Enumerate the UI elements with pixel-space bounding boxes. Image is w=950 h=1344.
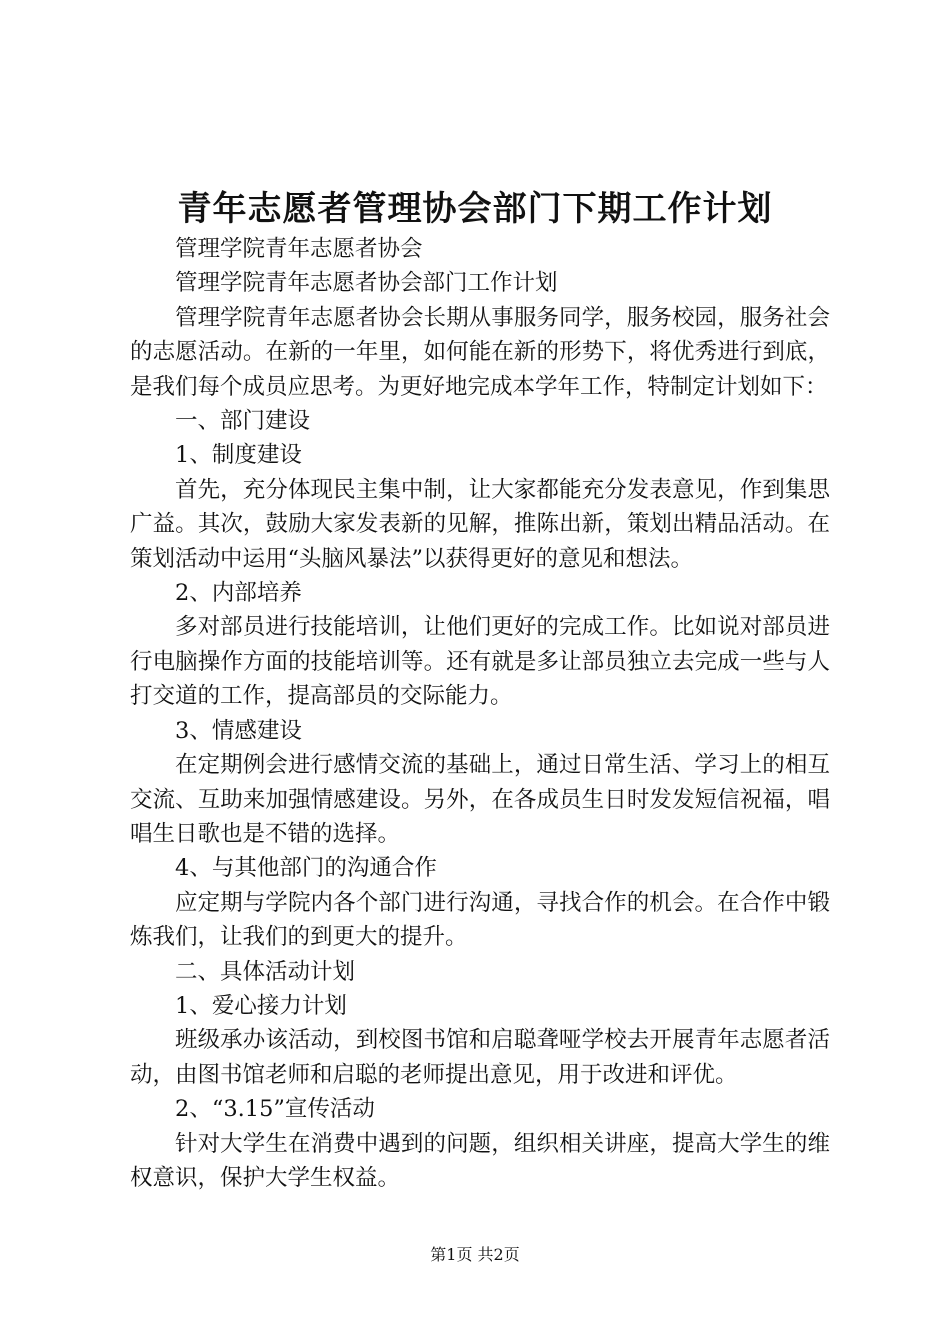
subsection-heading-2-2: 2、“3.15”宣传活动 [175,1096,375,1123]
subsection-heading-1-3: 3、情感建设 [175,717,302,744]
document-title: 青年志愿者管理协会部门下期工作计划 [177,189,773,229]
paragraph-intro: 管理学院青年志愿者协会长期从事服务同学，服务校园，服务社会的志愿活动。在新的一年里，如何能在新的形势下，将优秀进行到底，是我们每个成员应思考。为更好地完成本学年工作，特制定计划如下： [130,304,830,400]
document-body [130,232,830,1195]
paragraph-315-campaign: 针对大学生在消费中遇到的问题，组织相关讲座，提高大学生的维权意识，保护大学生权益。 [130,1130,830,1191]
page-number-footer: 第1页 共2页 [430,1245,520,1264]
subsection-heading-1-2: 2、内部培养 [175,580,302,607]
paragraph-plan-name: 管理学院青年志愿者协会部门工作计划 [175,270,558,297]
paragraph-cooperation: 应定期与学院内各个部门进行沟通，寻找合作的机会。在合作中锻炼我们，让我们的到更大的提升。 [130,889,830,951]
paragraph-internal-training: 多对部员进行技能培训，让他们更好的完成工作。比如说对部员进行电脑操作方面的技能培训等。还有就是多让部员独立去完成一些与人打交道的工作，提高部员的交际能力。 [130,614,830,710]
subsection-heading-1-4: 4、与其他部门的沟通合作 [175,855,437,882]
subsection-heading-1-1: 1、制度建设 [175,442,302,469]
paragraph-org-name: 管理学院青年志愿者协会 [175,236,423,262]
section-heading-2: 二、具体活动计划 [175,958,356,985]
subsection-heading-2-1: 1、爱心接力计划 [175,992,347,1019]
section-heading-1: 一、部门建设 [175,408,311,435]
paragraph-love-relay: 班级承办该活动，到校图书馆和启聪聋哑学校去开展青年志愿者活动，由图书馆老师和启聪的老师提出意见，用于改进和评优。 [130,1027,830,1088]
paragraph-emotional-building: 在定期例会进行感情交流的基础上，通过日常生活、学习上的相互交流、互助来加强情感建设。另外，在各成员生日时发发短信祝福，唱唱生日歌也是不错的选择。 [130,752,830,847]
paragraph-system-building: 首先，充分体现民主集中制，让大家都能充分发表意见，作到集思广益。其次，鼓励大家发表新的见解，推陈出新，策划出精品活动。在策划活动中运用“头脑风暴法”以获得更好的意见和想法。 [130,476,830,572]
